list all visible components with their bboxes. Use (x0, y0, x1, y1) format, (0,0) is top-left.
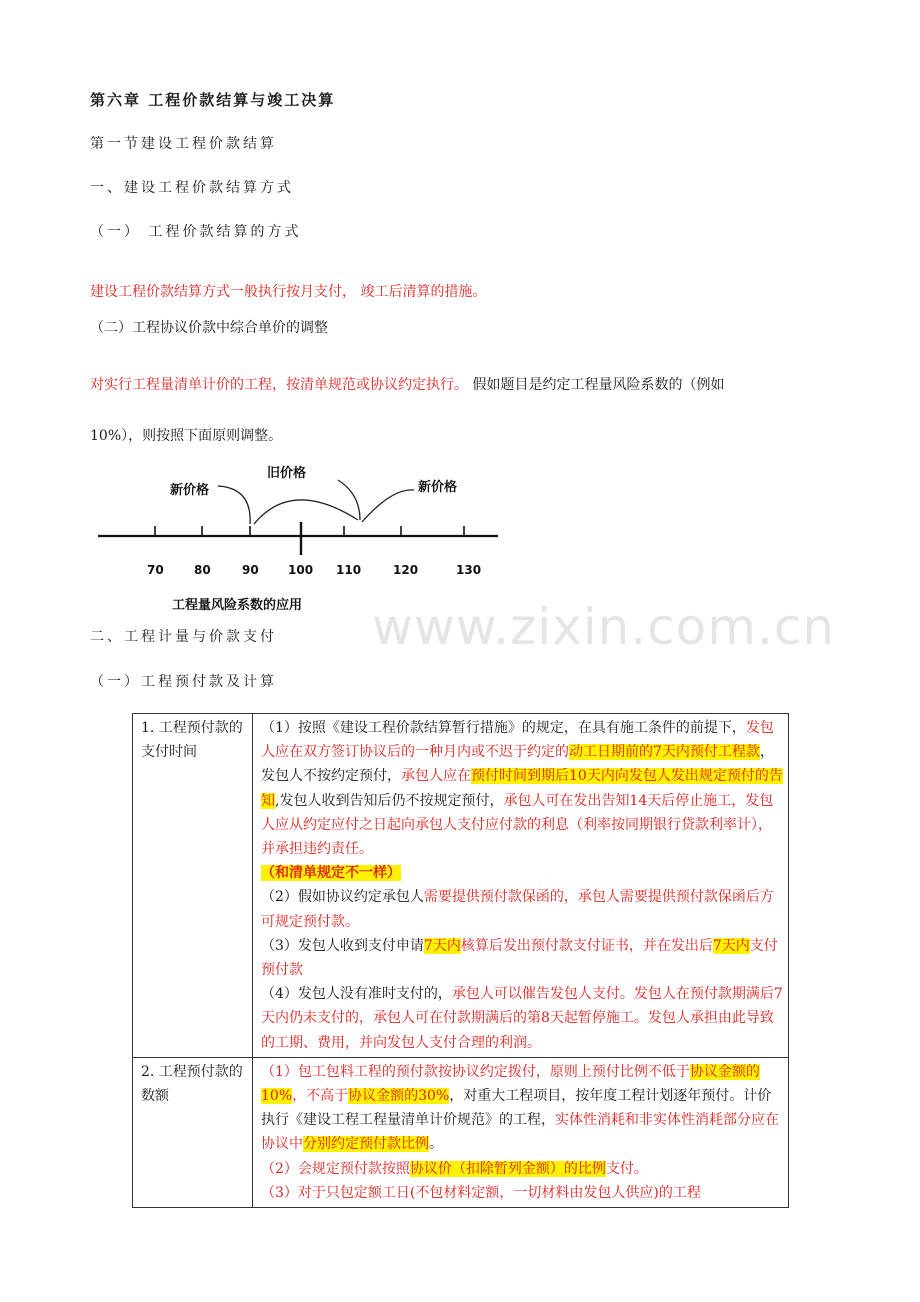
label-old-price: 旧价格 (267, 466, 307, 481)
item-4 (261, 982, 783, 1055)
table-row (133, 714, 789, 1058)
text: （2）假如协议约定承包人 (261, 889, 424, 906)
text-red: 承包人可在发出告知14天后停止施工 (503, 792, 732, 809)
row-label-payment-amount: 2. 工程预付款的数额 (133, 1057, 253, 1207)
section-title: 第一节建设工程价款结算 (90, 136, 277, 152)
cell-payment-time (253, 714, 789, 1058)
item-2 (261, 885, 783, 933)
item-3 (261, 934, 783, 982)
text-highlight: 7天内 (712, 937, 750, 954)
text-red: 支付。 (605, 1160, 648, 1177)
tick-label: 90 (242, 563, 259, 577)
text: 。 (429, 1136, 443, 1153)
risk-coefficient-diagram (92, 460, 512, 620)
heading-1: 一、建设工程价款结算方式 (90, 180, 294, 196)
curve-old-1 (254, 500, 358, 524)
text-red: 需要提供预付款保函的，承包人需要提供预付款保函后方可规定预付款。 (261, 889, 774, 930)
text-highlight: 预付时间到期后10天内向发包人发出规定预付的告知 (261, 768, 783, 809)
item-1 (261, 716, 783, 885)
text-red: 实体性消耗和非实体性消耗部分应在协议中 (261, 1112, 779, 1153)
text: （1）按照《建设工程价款结算暂行措施》的规定，在具有施工条件的前提下， (261, 720, 746, 736)
heading-2-1: （一）工程预付款及计算 (90, 674, 277, 690)
item-3 (261, 1181, 783, 1205)
text-highlight-bold: （和清单规定不一样） (261, 865, 401, 882)
text: （3）发包人收到支付申请 (261, 937, 424, 954)
watermark: www.zixin.com.cn (372, 598, 836, 656)
paragraph-settlement-method: 建设工程价款结算方式一般执行按月支付， 竣工后清算的措施。 (90, 284, 487, 300)
text-red: 承包人可以催告发包人支付。发包人在预付款期满后7天内仍未支付的，承包人可在付款期满后的第8天起暂停施工。发包人承担由此导致的工期、费用，并向发包人支付合理的利润。 (261, 986, 783, 1051)
tick-group (147, 526, 481, 577)
text-highlight: 7天内 (423, 937, 461, 954)
item-1 (261, 1060, 783, 1157)
tick-label: 130 (456, 563, 482, 577)
tick-label: 80 (194, 563, 211, 577)
text: ，发包人不按约定预付， (261, 744, 774, 785)
paragraph-unit-price-cont: 10%），则按照下面原则调整。 (90, 428, 283, 444)
label-new-price-right: 新价格 (418, 480, 458, 495)
label-new-price-left: 新价格 (170, 483, 210, 498)
paragraph-unit-price-red: 对实行工程量清单计价的工程，按清单规范或协议约定执行。 (90, 377, 468, 393)
row-label-payment-time: 1. 工程预付款的支付时间 (133, 714, 253, 1058)
text-highlight: 分别约定预付款比例 (303, 1136, 429, 1153)
advance-payment-table (132, 713, 789, 1208)
curve-right (362, 490, 414, 522)
text-highlight: 动工日期前的7天内预付工程款 (569, 744, 760, 761)
text-highlight: 协议金额的30% (348, 1088, 450, 1105)
cell-payment-amount (253, 1057, 789, 1207)
text: （4）发包人没有准时支付的， (261, 986, 452, 1003)
diagram-caption: 工程量风险系数的应用 (172, 598, 303, 613)
text-highlight: 协议金额的10% (261, 1063, 760, 1105)
text-highlight: 协议价（扣除暂列金额）的比例 (409, 1160, 606, 1177)
chapter-title: 第六章 工程价款结算与竣工决算 (90, 91, 336, 109)
paragraph-unit-price (90, 374, 724, 394)
text-red: ，发包人应从约定应付之日起向承包人支付应付款的利息（利率按同期银行贷款利率计），并承担违约责任。 (261, 792, 774, 858)
table-row (133, 1057, 789, 1207)
text-red: 支付预付款 (261, 937, 778, 979)
tick-label: 120 (393, 563, 419, 577)
text: ，对重大工程项目，按年度工程计划逐年预付。计价执行《建设工程工程量清单计价规范》的工程， (261, 1088, 772, 1129)
heading-1-2: （二）工程协议价款中综合单价的调整 (90, 320, 328, 336)
text-red: 承包人应在 (401, 768, 471, 785)
text: ,发包人收到告知后仍不按规定预付， (275, 792, 504, 809)
heading-1-1: （一） 工程价款结算的方式 (90, 224, 302, 240)
heading-2: 二、工程计量与价款支付 (90, 629, 277, 645)
paragraph-unit-price-black: 假如题目是约定工程量风险系数的（例如 (468, 377, 725, 393)
tick-label: 70 (147, 563, 164, 577)
text-red: 发包人应在双方签订协议后的一种月内或不迟于约定的 (261, 720, 774, 761)
text-red: （2）会规定预付款按照 (261, 1160, 410, 1177)
tick-label: 110 (336, 563, 362, 577)
text-red: （3）对于只包定额工日(不包材料定额，一切材料由发包人供应)的工程 (261, 1184, 701, 1201)
item-2 (261, 1157, 783, 1181)
text-red: ，不高于 (292, 1088, 349, 1105)
tick-label: 100 (288, 563, 314, 577)
curve-left (218, 486, 250, 524)
text-red: （1）包工包料工程的预付款按协议约定拨付，原则上预付比例不低于 (261, 1063, 690, 1080)
text-red: 核算后发出预付款支付证书，并在发出后 (460, 937, 713, 954)
